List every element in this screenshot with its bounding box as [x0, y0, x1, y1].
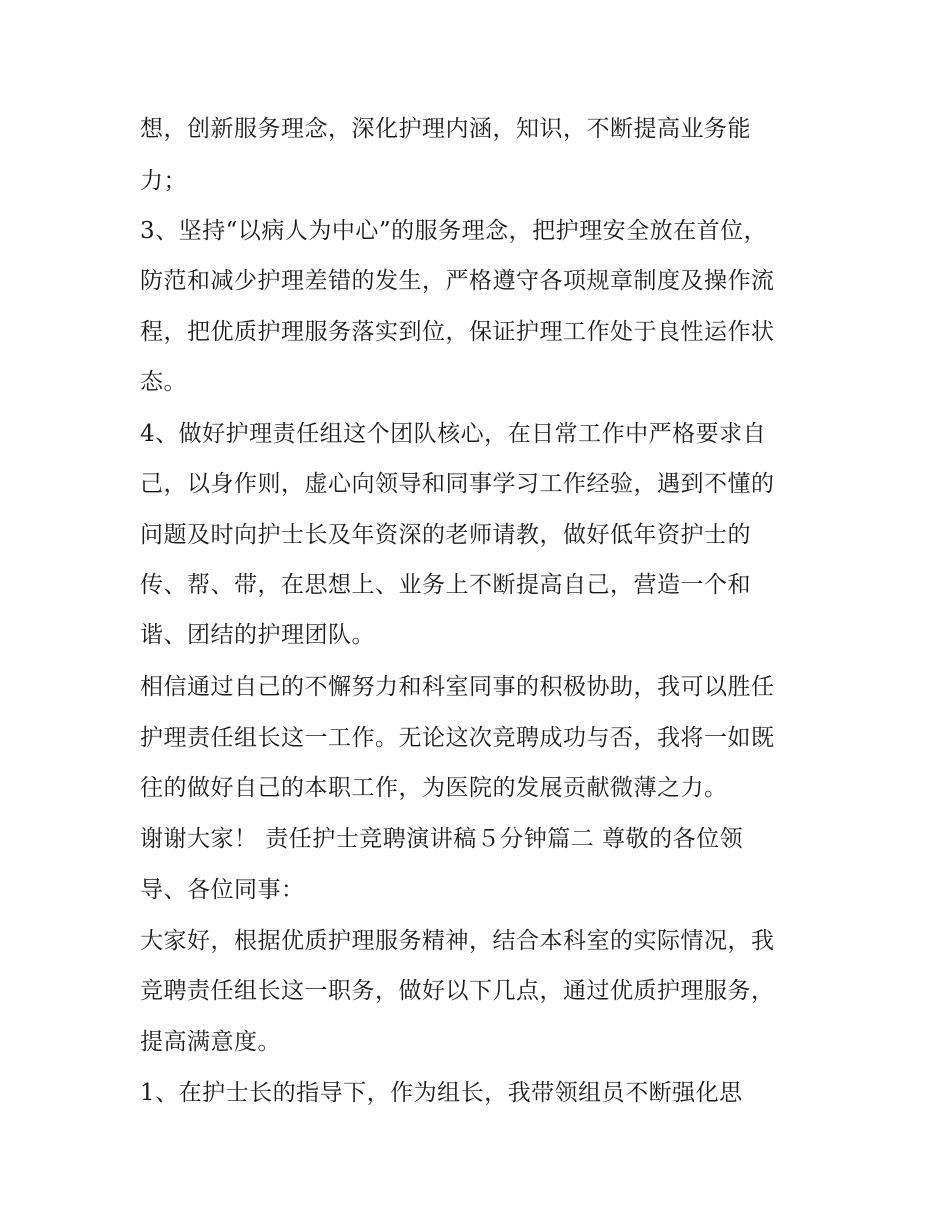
text-line: 往的做好自己的本职工作，为医院的发展贡献微薄之力。: [140, 775, 728, 801]
text-line: 大家好，根据优质护理服务精神，结合本科室的实际情况，我: [140, 928, 775, 954]
text-line: 导、各位同事：: [140, 877, 305, 903]
text-line: 1、在护士长的指导下，作为组长，我带领组员不断强化思: [140, 1080, 743, 1106]
text-line: 程，把优质护理服务落实到位，保证护理工作处于良性运作状: [140, 319, 775, 345]
text-line: 4、做好护理责任组这个团队核心，在日常工作中严格要求自: [140, 421, 767, 447]
text-line: 己，以身作则，虚心向领导和同事学习工作经验，遇到不懂的: [140, 471, 775, 497]
text-line: 谐、团结的护理团队。: [140, 622, 375, 648]
text-line: 相信通过自己的不懈努力和科室同事的积极协助，我可以胜任: [140, 674, 775, 700]
text-line: 竞聘责任组长这一职务，做好以下几点，通过优质护理服务，: [140, 978, 775, 1004]
text-line: 问题及时向护士长及年资深的老师请教，做好低年资护士的: [140, 522, 751, 548]
text-line: 力；: [140, 168, 187, 194]
text-line: 3、坚持“以病人为中心”的服务理念，把护理安全放在首位，: [140, 218, 768, 244]
text-line: 态。: [140, 369, 187, 395]
text-line: 谢谢大家！ 责任护士竞聘演讲稿５分钟篇二 尊敬的各位领: [140, 826, 744, 852]
text-line: 想，创新服务理念，深化护理内涵，知识，不断提高业务能: [140, 116, 751, 142]
text-line: 传、帮、带，在思想上、业务上不断提高自己，营造一个和: [140, 572, 751, 598]
text-line: 防范和减少护理差错的发生，严格遵守各项规章制度及操作流: [140, 268, 775, 294]
text-line: 护理责任组长这一工作。无论这次竞聘成功与否，我将一如既: [140, 725, 775, 751]
text-line: 提高满意度。: [140, 1029, 281, 1055]
